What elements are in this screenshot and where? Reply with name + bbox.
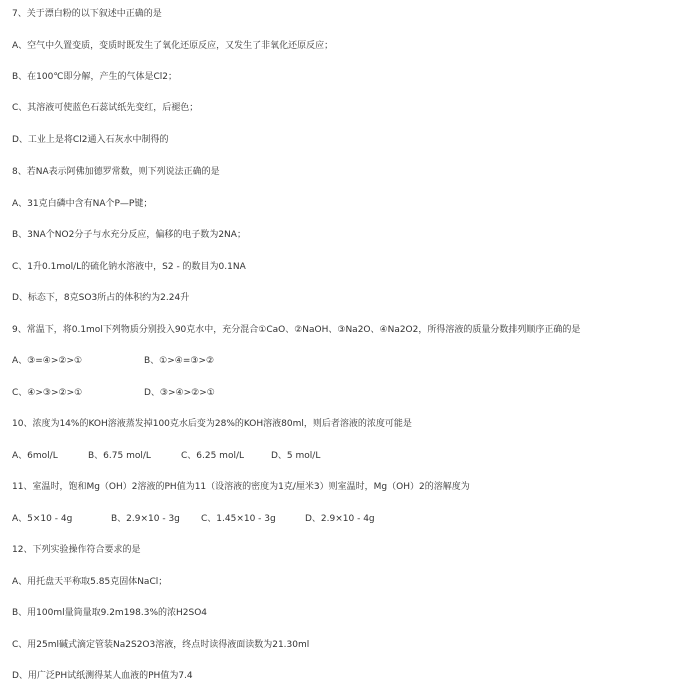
question-8-stem: 8、若NA表示阿佛加德罗常数，则下列说法正确的是 bbox=[12, 167, 220, 177]
question-7-stem: 7、关于漂白粉的以下叙述中正确的是 bbox=[12, 9, 162, 19]
question-12-option-a: A、用托盘天平称取5.85克固体NaCl； bbox=[12, 577, 168, 587]
question-10-option-a: A、6mol/L bbox=[12, 451, 58, 461]
question-9-option-c: C、④>③>②>① bbox=[12, 388, 83, 398]
question-10-stem: 10、浓度为14%的KOH溶液蒸发掉100克水后变为28%的KOH溶液80ml，则后者溶液的浓度可能是 bbox=[12, 419, 412, 429]
question-12-stem: 12、下列实验操作符合要求的是 bbox=[12, 545, 141, 555]
question-8-option-a: A、31克白磷中含有NA个P—P键； bbox=[12, 199, 153, 209]
question-11-stem: 11、室温时，饱和Mg（OH）2溶液的PH值为11（设溶液的密度为1克/厘米3）则室温时，Mg（OH）2的溶解度为 bbox=[12, 482, 470, 492]
question-7-option-a: A、空气中久置变质，变质时既发生了氧化还原反应，又发生了非氧化还原反应； bbox=[12, 41, 334, 51]
question-8-option-d: D、标态下，8克SO3所占的体积约为2.24升 bbox=[12, 293, 190, 303]
question-9-options-row-2 bbox=[12, 387, 215, 399]
question-10-option-c: C、6.25 mol/L bbox=[181, 451, 245, 461]
question-11-option-a: A、5×10 - 4g bbox=[12, 514, 73, 524]
question-7-option-c: C、其溶液可使蓝色石蕊试纸先变红，后褪色； bbox=[12, 103, 199, 113]
question-10-options-row bbox=[12, 450, 320, 462]
question-12-option-b: B、用100ml量筒量取9.2m198.3%的浓H2SO4 bbox=[12, 608, 208, 618]
question-9-option-a: A、③=④>②>① bbox=[12, 356, 83, 366]
question-8-option-c: C、1升0.1mol/L的硫化钠水溶液中，S2 - 的数目为0.1NA bbox=[12, 262, 246, 272]
question-11-option-d: D、2.9×10 - 4g bbox=[305, 514, 375, 524]
question-11-option-c: C、1.45×10 - 3g bbox=[201, 514, 276, 524]
question-8-option-b: B、3NA个NO2分子与水充分反应，偏移的电子数为2NA； bbox=[12, 230, 246, 240]
question-9-option-d: D、③>④>②>① bbox=[144, 388, 215, 398]
question-7-option-d: D、工业上是将Cl2通入石灰水中制得的 bbox=[12, 135, 169, 145]
question-9-options-row-1 bbox=[12, 355, 214, 367]
question-11-options-row bbox=[12, 513, 375, 525]
question-9-stem: 9、常温下，将0.1mol下列物质分别投入90克水中，充分混合①CaO、②NaOH、③Na2O、④Na2O2，所得溶液的质量分数排列顺序正确的是 bbox=[12, 325, 581, 335]
question-7-option-b: B、在100℃即分解，产生的气体是Cl2； bbox=[12, 72, 177, 82]
question-12-option-d: D、用广泛PH试纸测得某人血液的PH值为7.4 bbox=[12, 671, 193, 681]
question-12-option-c: C、用25ml碱式滴定管装Na2S2O3溶液，终点时读得液面读数为21.30ml bbox=[12, 640, 310, 650]
question-11-option-b: B、2.9×10 - 3g bbox=[111, 514, 180, 524]
question-9-option-b: B、①>④=③>② bbox=[144, 356, 215, 366]
question-10-option-d: D、5 mol/L bbox=[271, 451, 321, 461]
question-10-option-b: B、6.75 mol/L bbox=[88, 451, 151, 461]
